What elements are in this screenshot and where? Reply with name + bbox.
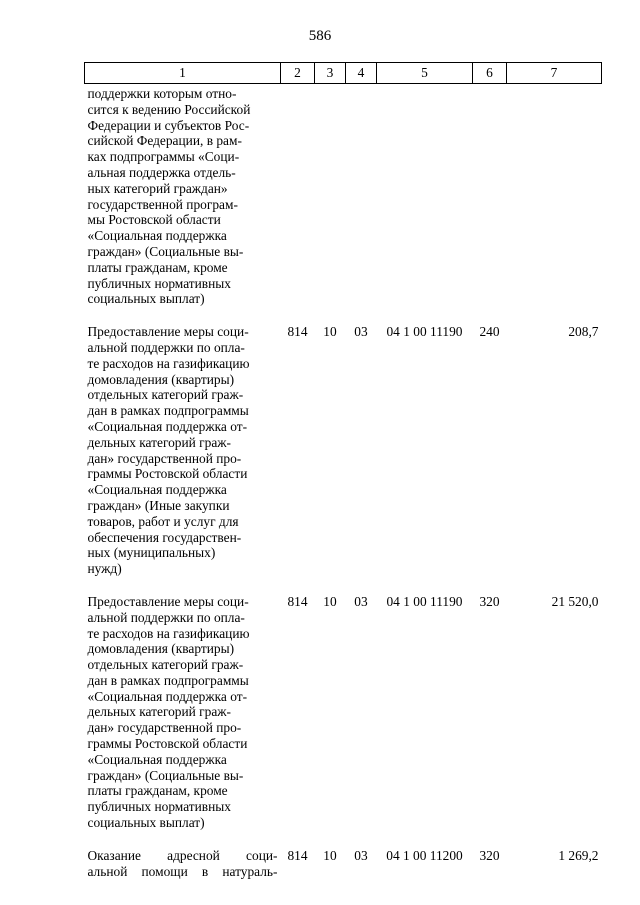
table-header-row [85,63,602,84]
column-header-3: 3 [315,63,346,84]
page-number: 586 [308,28,332,44]
row-target-code: 04 1 00 11200 [386,847,463,863]
row-description: Оказание адресной соци- альной помощи в натураль- [87,847,278,879]
row-section-code: 10 [323,324,337,340]
row-target-code: 04 1 00 11190 [386,593,463,609]
row-expense-type: 240 [479,324,500,340]
table-row [85,848,602,897]
row-description: Предоставление меры соци- альной поддержки по опла- те расходов на газификацию домовладения (квартиры) отдельных категорий граж- дан в рамках подпрограммы «Социальная поддержка от- дельных категорий граж- дан» государственной про- граммы Ростовской области «Социальная поддержка граждан» (Иные закупки товаров, работ и услуг для обеспечения государствен- ных (муниципальных) нужд) [87,324,250,577]
column-header-2: 2 [281,63,315,84]
column-header-4: 4 [346,63,377,84]
column-header-1: 1 [85,63,281,84]
row-ministry-code: 814 [287,593,308,609]
row-subsection-code [346,84,377,325]
row-subsection-code: 03 [354,324,368,340]
row-amount: 1 269,2 [558,847,599,863]
row-amount: 208,7 [568,324,599,340]
table-row [85,84,602,325]
table-row [85,324,602,594]
row-ministry-code [281,84,315,325]
row-section-code [315,84,346,325]
row-amount [507,84,602,325]
row-amount: 21 520,0 [551,593,599,609]
row-section-code: 10 [323,593,337,609]
column-header-6: 6 [473,63,507,84]
row-ministry-code: 814 [287,847,308,863]
row-target-code [377,84,473,325]
row-subsection-code: 03 [354,847,368,863]
column-header-7: 7 [507,63,602,84]
budget-table [84,62,602,896]
table-row [85,594,602,848]
row-description: поддержки которым отно- сится к ведению Российской Федерации и субъектов Рос- сийской Федерации, в рам- ках подпрограммы «Соци- альная поддержка отдель- ных категорий граждан» государственной програм- мы Ростовской области «Социальная поддержка граждан» (Социальные вы- платы гражданам, кроме публичных нормативных социальных выплат) [87,86,251,307]
row-description: Предоставление меры соци- альной поддержки по опла- те расходов на газификацию домовладения (квартиры) отдельных категорий граж- дан в рамках подпрограммы «Социальная поддержка от- дельных категорий граж- дан» государственной про- граммы Ростовской области «Социальная поддержка граждан» (Социальные вы- платы гражданам, кроме публичных нормативных социальных выплат) [87,593,250,831]
row-ministry-code: 814 [287,324,308,340]
row-expense-type [473,84,507,325]
row-section-code: 10 [323,847,337,863]
row-expense-type: 320 [479,593,500,609]
row-expense-type: 320 [479,847,500,863]
column-header-5: 5 [377,63,473,84]
row-target-code: 04 1 00 11190 [386,324,463,340]
row-subsection-code: 03 [354,593,368,609]
